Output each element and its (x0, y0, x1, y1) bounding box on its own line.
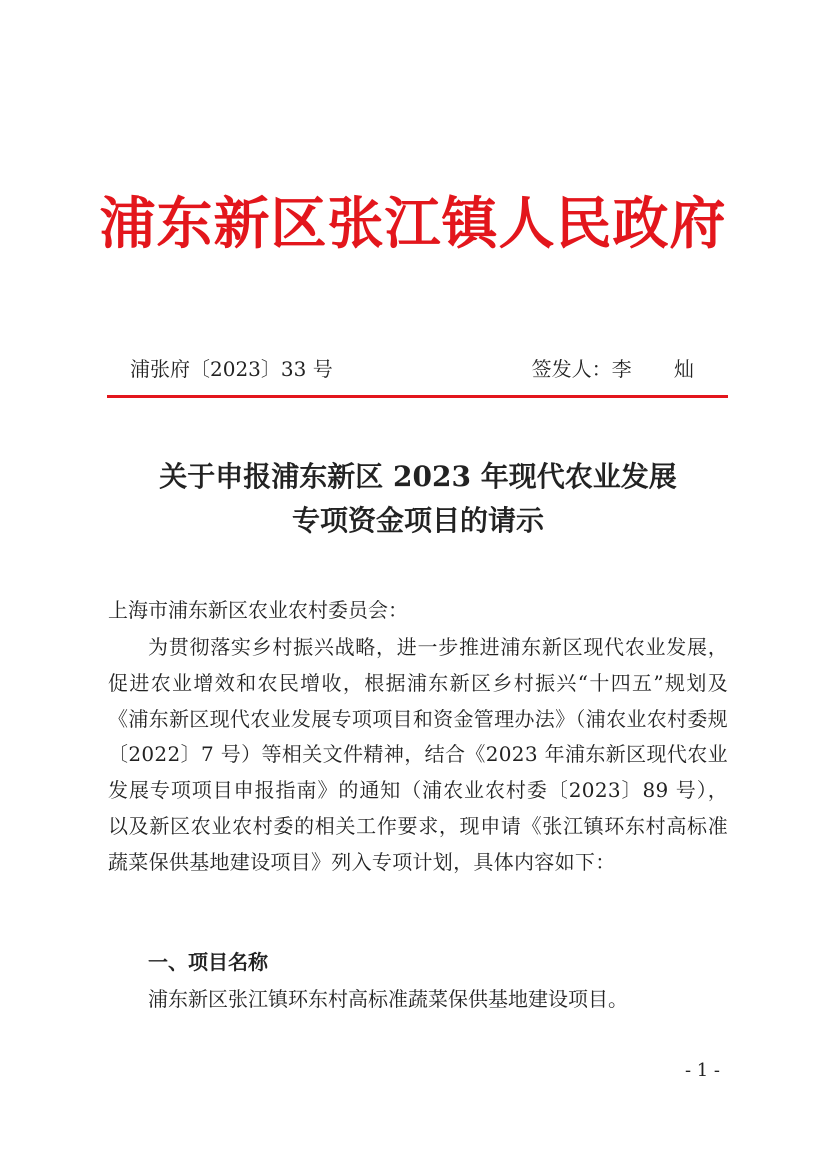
signer-name: 李 灿 (611, 357, 712, 381)
signer-info (532, 352, 712, 386)
body-paragraph: 为贯彻落实乡村振兴战略，进一步推进浦东新区现代农业发展，促进农业增效和农民增收，根据浦东新区乡村振兴“十四五”规划及《浦东新区现代农业发展专项项目和资金管理办法》（浦农业农村委规〔2022〕7 号）等相关文件精神，结合《2023 年浦东新区现代农业发展专项项目申报指南》的通知（浦农业农村委〔2023〕89 号），以及新区农业农村委的相关工作要求，现申请《张江镇环东村高标准蔬菜保供基地建设项目》列入专项计划，具体内容如下： (108, 635, 728, 874)
section-content-project-name: 浦东新区张江镇环东村高标准蔬菜保供基地建设项目。 (148, 987, 628, 1011)
page-number: - 1 - (684, 1060, 720, 1081)
document-info-line (108, 352, 728, 386)
signer-label: 签发人： (531, 357, 612, 381)
issuer-masthead: 浦东新区张江镇人民政府 (99, 191, 727, 257)
red-separator-line (107, 395, 728, 398)
addressee: 上海市浦东新区农业农村委员会： (108, 598, 408, 622)
section-heading-project-name: 一、项目名称 (148, 950, 268, 974)
document-title (108, 455, 728, 543)
title-line-2: 专项资金项目的请示 (291, 504, 544, 537)
title-line-1: 关于申报浦东新区 2023 年现代农业发展 (159, 460, 677, 493)
document-number: 浦张府〔2023〕33 号 (130, 357, 333, 381)
